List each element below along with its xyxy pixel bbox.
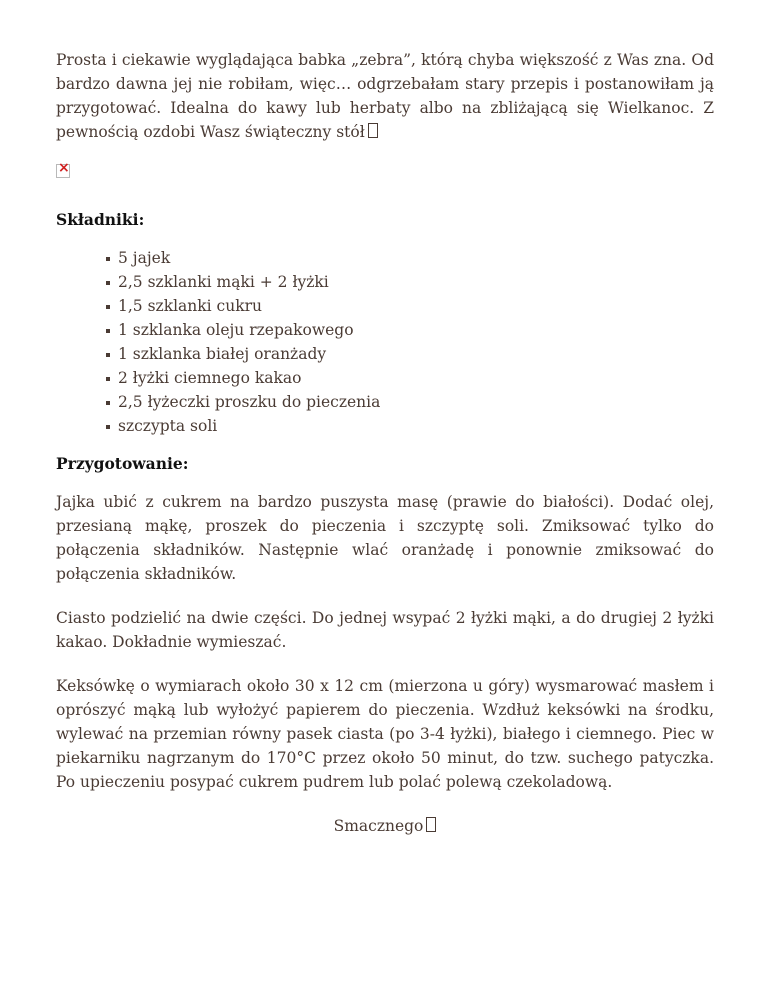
list-item: 2,5 szklanki mąki + 2 łyżki xyxy=(106,270,714,294)
ingredients-list xyxy=(106,246,714,438)
list-item: szczypta soli xyxy=(106,414,714,438)
closing-line xyxy=(56,814,714,838)
list-item: 2 łyżki ciemnego kakao xyxy=(106,366,714,390)
closing-text: Smacznego xyxy=(333,817,424,835)
missing-emoji-icon xyxy=(426,817,436,832)
list-item: 1,5 szklanki cukru xyxy=(106,294,714,318)
list-item: 1 szklanka oleju rzepakowego xyxy=(106,318,714,342)
list-item: 1 szklanka białej oranżady xyxy=(106,342,714,366)
ingredients-heading: Składniki: xyxy=(56,210,145,229)
preparation-paragraph: Jajka ubić z cukrem na bardzo puszysta masę (prawie do białości). Dodać olej, przesianą mąkę, proszek do pieczenia i szczyptę soli. Zmiksować tylko do połączenia składników. Następnie wlać oranżadę i ponownie zmiksować do połączenia składników. xyxy=(56,493,714,583)
broken-image-icon[interactable] xyxy=(56,164,70,178)
list-item: 5 jajek xyxy=(106,246,714,270)
intro-paragraph xyxy=(56,48,714,144)
preparation-paragraph: Ciasto podzielić na dwie części. Do jednej wsypać 2 łyżki mąki, a do drugiej 2 łyżki kakao. Dokładnie wymieszać. xyxy=(56,609,714,651)
intro-text: Prosta i ciekawie wyglądająca babka „zebra”, którą chyba większość z Was zna. Od bardzo dawna jej nie robiłam, więc… odgrzebałam stary przepis i postanowiłam ją przygotować. Idealna do kawy lub herbaty albo na zbliżającą się Wielkanoc. Z pewnością ozdobi Wasz świąteczny stół xyxy=(56,51,714,141)
preparation-heading: Przygotowanie: xyxy=(56,454,189,473)
list-item: 2,5 łyżeczki proszku do pieczenia xyxy=(106,390,714,414)
preparation-paragraph: Keksówkę o wymiarach około 30 x 12 cm (mierzona u góry) wysmarować masłem i oprószyć mąką lub wyłożyć papierem do pieczenia. Wzdłuż keksówki na środku, wylewać na przemian równy pasek ciasta (po 3-4 łyżki), białego i ciemnego. Piec w piekarniku nagrzanym do 170°C przez około 50 minut, do tzw. suchego patyczka. Po upieczeniu posypać cukrem pudrem lub polać polewą czekoladową. xyxy=(56,677,714,791)
missing-emoji-icon xyxy=(368,123,378,138)
